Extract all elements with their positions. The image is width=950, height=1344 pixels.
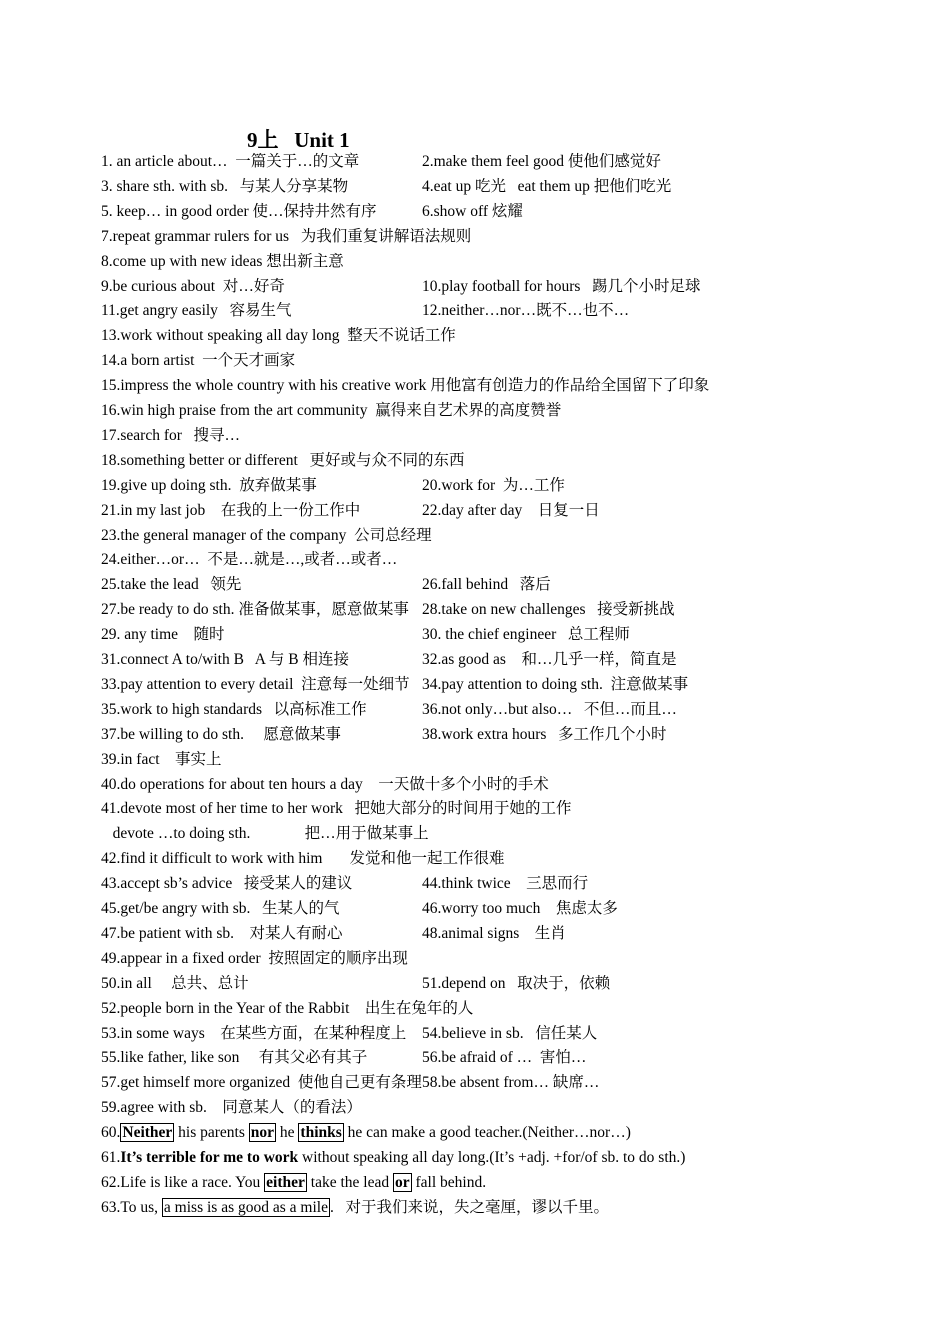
phrase-item: 40.do operations for about ten hours a day 一天做十多个小时的手术 [101, 775, 549, 793]
phrase-item: 18.something better or different 更好或与众不同的东西 [101, 451, 465, 469]
phrase-item: 52.people born in the Year of the Rabbit 出生在兔年的人 [101, 999, 474, 1017]
sentence-61: 61.It’s terrible for me to work without speaking all day long.(It’s +adj. +for/of sb. to do sth.) [101, 1149, 686, 1166]
phrase-item: 19.give up doing sth. 放弃做某事 [101, 476, 317, 494]
phrase-item: 56.be afraid of … 害怕… [422, 1049, 587, 1067]
phrase-item: 37.be willing to do sth. 愿意做某事 [101, 725, 341, 743]
proverb-box: a miss is as good as a mile [163, 1199, 328, 1216]
bold-phrase: It’s terrible for me to work [120, 1149, 299, 1166]
phrase-line [101, 424, 921, 448]
phrase-line [101, 374, 921, 398]
keyword-neither: Neither [122, 1124, 173, 1141]
phrase-item: 15.impress the whole country with his creative work 用他富有创造力的作品给全国留下了印象 [101, 377, 710, 395]
phrase-item: 30. the chief engineer 总工程师 [422, 626, 630, 644]
phrase-line [101, 275, 921, 299]
phrase-item: 6.show off 炫耀 [422, 202, 523, 220]
phrase-item: 58.be absent from… 缺席… [422, 1074, 600, 1092]
phrase-item: 43.accept sb’s advice 接受某人的建议 [101, 875, 353, 893]
phrase-item: 39.in fact 事实上 [101, 750, 222, 768]
phrase-line [101, 573, 921, 597]
phrase-line [101, 648, 921, 672]
phrase-line [101, 1046, 921, 1070]
phrase-item: 48.animal signs 生肖 [422, 924, 566, 942]
phrase-line [101, 897, 921, 921]
phrase-line [101, 623, 921, 647]
phrase-item: 32.as good as 和…几乎一样，简直是 [422, 651, 677, 668]
phrase-item: 38.work extra hours 多工作几个小时 [422, 725, 667, 743]
phrase-line [101, 972, 921, 996]
phrase-line [101, 1096, 921, 1120]
phrase-item: 24.either…or… 不是…就是…,或者…或者… [101, 551, 398, 569]
phrase-line [101, 299, 921, 323]
phrase-line [101, 524, 921, 548]
sentence-60: 60. Neither his parents nor he thinks he can make a good teacher.(Neither…nor…) [101, 1124, 631, 1141]
phrase-line [101, 922, 921, 946]
phrase-line [101, 175, 921, 199]
phrase-item: 16.win high praise from the art community 赢得来自艺术界的高度赞誉 [101, 402, 562, 419]
phrase-item: 1. an article about… 一篇关于…的文章 [101, 153, 360, 170]
phrase-item: 47.be patient with sb. 对某人有耐心 [101, 924, 343, 942]
phrase-item: 34.pay attention to doing sth. 注意做某事 [422, 675, 689, 693]
keyword-thinks: thinks [300, 1124, 342, 1141]
phrase-line [101, 872, 921, 896]
phrase-line [101, 250, 921, 274]
phrase-item: 14.a born artist 一个天才画家 [101, 352, 296, 370]
phrase-item: 51.depend on 取决于，依赖 [422, 974, 611, 992]
phrase-line [101, 598, 921, 622]
phrase-line [101, 797, 921, 821]
phrase-item: 31.connect A to/with B A 与 B 相连接 [101, 651, 350, 668]
phrase-item: 26.fall behind 落后 [422, 576, 551, 594]
phrase-item: 53.in some ways 在某些方面，在某种程度上 [101, 1024, 407, 1042]
phrase-item: 11.get angry easily 容易生气 [101, 302, 292, 320]
phrase-item: 46.worry too much 焦虑太多 [422, 900, 618, 917]
phrase-item: 55.like father, like son 有其父必有其子 [101, 1049, 368, 1067]
phrase-line [101, 673, 921, 697]
phrase-line [101, 947, 921, 971]
phrase-item: 57.get himself more organized 使他自己更有条理 [101, 1074, 422, 1092]
phrase-item: 5. keep… in good order 使…保持井然有序 [101, 202, 377, 220]
sentence-63: 63.To us, a miss is as good as a mile . 对于我们来说，失之毫厘，谬以千里。 [101, 1199, 609, 1216]
phrase-line [101, 474, 921, 498]
phrase-item: 13.work without speaking all day long 整天不说话工作 [101, 327, 456, 345]
sentence-62: 62.Life is like a race. You either take the lead or fall behind. [101, 1174, 487, 1191]
phrase-line [101, 1071, 921, 1095]
phrase-line [101, 499, 921, 523]
phrase-line [101, 1022, 921, 1046]
phrase-item: 21.in my last job 在我的上一份工作中 [101, 501, 361, 519]
phrase-line [101, 225, 921, 249]
phrase-item: 7.repeat grammar rulers for us 为我们重复讲解语法规则 [101, 227, 472, 245]
phrase-item: 45.get/be angry with sb. 生某人的气 [101, 900, 340, 917]
phrase-item: 20.work for 为…工作 [422, 476, 565, 494]
phrase-item: 22.day after day 日复一日 [422, 501, 600, 519]
phrase-line [101, 548, 921, 572]
phrase-item: 4.eat up 吃光 eat them up 把他们吃光 [422, 177, 672, 195]
phrase-line [101, 748, 921, 772]
phrase-item: 33.pay attention to every detail 注意每一处细节 [101, 675, 410, 693]
phrase-item: 28.take on new challenges 接受新挑战 [422, 601, 675, 619]
phrase-item: 36.not only…but also… 不但…而且… [422, 700, 677, 718]
phrase-line [101, 349, 921, 373]
phrase-item: 42.find it difficult to work with him 发觉和他一起工作很难 [101, 850, 505, 868]
phrase-item: 27.be ready to do sth. 准备做某事，愿意做某事 [101, 601, 409, 619]
phrase-item: 41.devote most of her time to her work 把她大部分的时间用于她的工作 [101, 800, 572, 818]
phrase-item: 29. any time 随时 [101, 626, 225, 644]
phrase-line [101, 997, 921, 1021]
phrase-line [101, 399, 921, 423]
keyword-either: either [266, 1174, 305, 1191]
phrase-line [101, 150, 921, 174]
phrase-item: devote …to doing sth. 把…用于做某事上 [101, 825, 429, 843]
phrase-line [101, 200, 921, 224]
phrase-item: 49.appear in a fixed order 按照固定的顺序出现 [101, 949, 408, 967]
phrase-item: 25.take the lead 领先 [101, 576, 242, 594]
phrase-line [101, 723, 921, 747]
phrase-item: 54.believe in sb. 信任某人 [422, 1024, 598, 1042]
phrase-item: 9.be curious about 对…好奇 [101, 277, 285, 295]
phrase-item: 50.in all 总共、总计 [101, 974, 249, 992]
phrase-item: 3. share sth. with sb. 与某人分享某物 [101, 177, 349, 195]
keyword-nor: nor [250, 1124, 275, 1141]
keyword-or: or [394, 1174, 410, 1191]
phrase-line [101, 822, 921, 846]
phrase-item: 44.think twice 三思而行 [422, 875, 589, 893]
phrase-line [101, 324, 921, 348]
page-title: 9上 Unit 1 [247, 128, 350, 152]
phrase-line [101, 773, 921, 797]
phrase-item: 23.the general manager of the company 公司总经理 [101, 526, 432, 544]
phrase-line [101, 698, 921, 722]
phrase-line [101, 847, 921, 871]
phrase-item: 12.neither…nor…既不…也不… [422, 302, 630, 320]
phrase-line [101, 449, 921, 473]
phrase-item: 59.agree with sb. 同意某人（的看法） [101, 1099, 362, 1117]
phrase-item: 2.make them feel good 使他们感觉好 [422, 153, 661, 170]
phrase-item: 8.come up with new ideas 想出新主意 [101, 252, 344, 270]
phrase-item: 10.play football for hours 踢几个小时足球 [422, 277, 701, 295]
phrase-item: 35.work to high standards 以高标准工作 [101, 700, 367, 718]
phrase-item: 17.search for 搜寻… [101, 426, 241, 444]
